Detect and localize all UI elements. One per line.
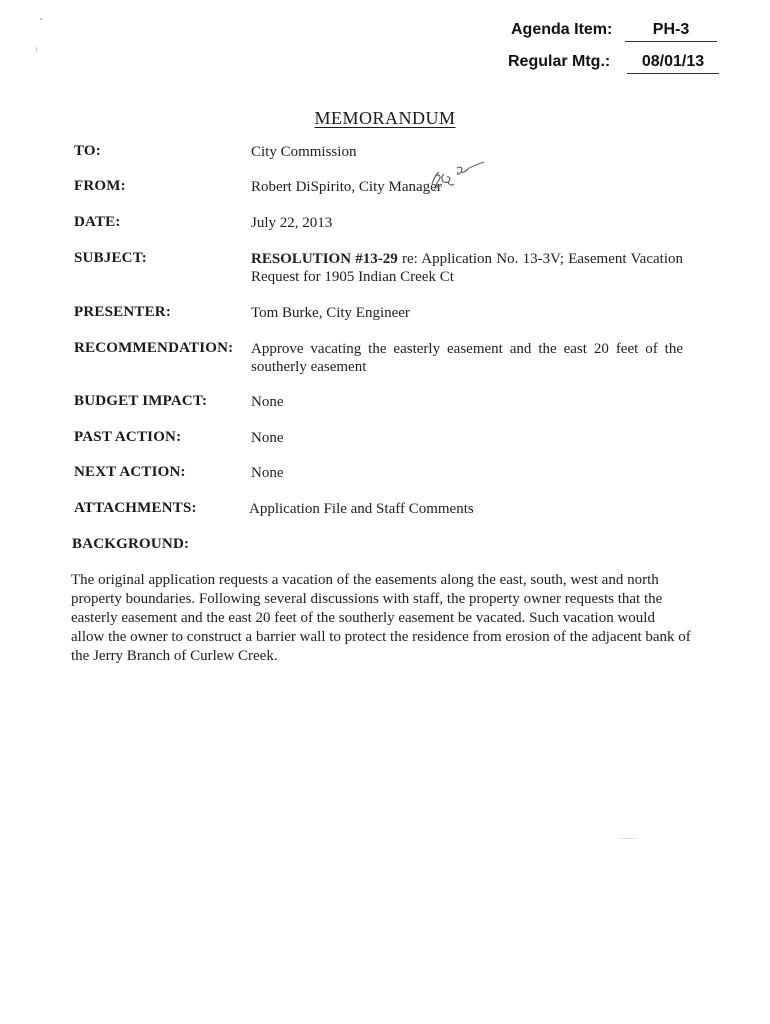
background-line: easterly easement and the east 20 feet of the southerly easement be vacated. Such vacation would <box>71 610 655 626</box>
memo-title-text: MEMORANDUM <box>314 108 456 128</box>
subject-description: re: Application No. 13-3V; Easement Vacation Request for 1905 Indian Creek Ct <box>251 251 683 285</box>
memo-title <box>0 108 770 129</box>
recommendation-value: Approve vacating the easterly easement and the east 20 feet of the southerly easement <box>251 341 683 375</box>
background-paragraph <box>71 571 691 666</box>
budget-impact-value: None <box>251 394 284 410</box>
background-line: property boundaries. Following several discussions with staff, the property owner requests that the <box>71 591 663 607</box>
background-label: BACKGROUND: <box>72 536 190 552</box>
presenter-value: Tom Burke, City Engineer <box>251 305 410 321</box>
regular-mtg-value: 08/01/13 <box>627 53 719 74</box>
date-value: July 22, 2013 <box>251 215 333 231</box>
next-action-label: NEXT ACTION: <box>74 464 186 480</box>
subject-resolution-number: RESOLUTION #13-29 <box>251 251 398 267</box>
to-value: City Commission <box>251 144 357 160</box>
scan-speck <box>36 47 37 52</box>
signature-initials-icon <box>430 160 486 196</box>
past-action-value: None <box>251 430 284 446</box>
background-line: allow the owner to construct a barrier wall to protect the residence from erosion of the adjacent bank of <box>71 629 691 645</box>
background-line: The original application requests a vacation of the easements along the east, south, west and north <box>71 572 659 588</box>
to-label: TO: <box>74 143 101 159</box>
attachments-value: Application File and Staff Comments <box>249 501 474 517</box>
subject-value <box>251 250 683 286</box>
regular-mtg-label: Regular Mtg.: <box>508 53 611 70</box>
from-value: Robert DiSpirito, City Manager <box>251 179 442 195</box>
scan-speck <box>621 838 635 839</box>
scan-speck <box>40 18 42 20</box>
recommendation-label: RECOMMENDATION: <box>74 340 234 356</box>
presenter-label: PRESENTER: <box>74 304 172 320</box>
agenda-item-label: Agenda Item: <box>511 21 613 38</box>
subject-label: SUBJECT: <box>74 250 148 266</box>
attachments-label: ATTACHMENTS: <box>74 500 197 516</box>
date-label: DATE: <box>74 214 121 230</box>
from-label: FROM: <box>74 178 126 194</box>
agenda-item-value: PH-3 <box>625 21 717 42</box>
background-line: the Jerry Branch of Curlew Creek. <box>71 648 278 664</box>
past-action-label: PAST ACTION: <box>74 429 182 445</box>
next-action-value: None <box>251 465 284 481</box>
budget-impact-label: BUDGET IMPACT: <box>74 393 208 409</box>
